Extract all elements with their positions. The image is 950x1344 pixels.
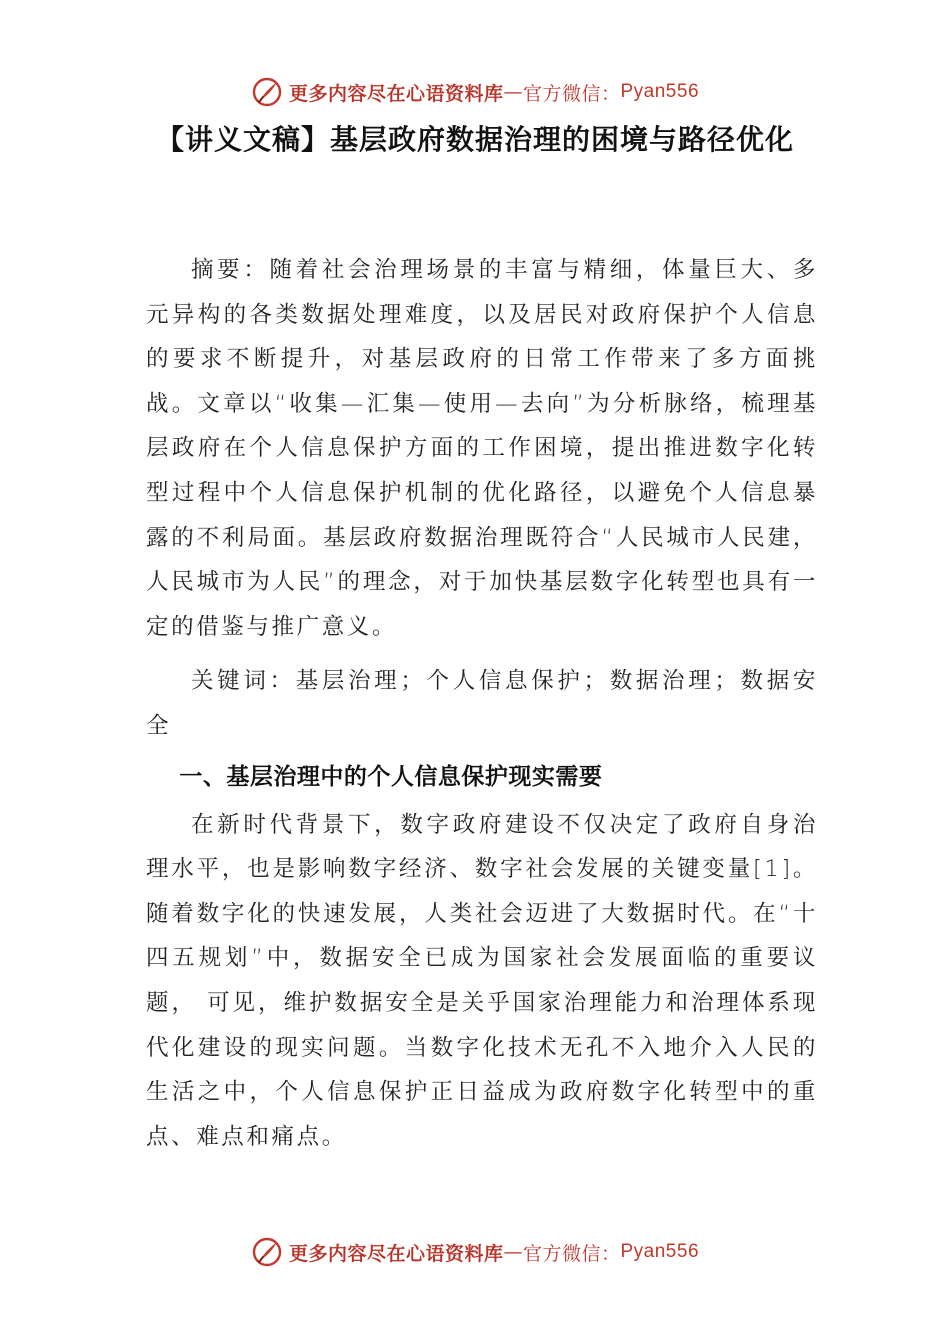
banner-separator: — [503, 81, 523, 103]
document-title: 【讲义文稿】基层政府数据治理的困境与路径优化 [155, 123, 794, 156]
quill-logo-icon [251, 1236, 283, 1268]
footer-banner [0, 1232, 950, 1272]
section-heading: 一、基层治理中的个人信息保护现实需要 [179, 763, 603, 790]
banner-account: Pyan556 [620, 81, 700, 102]
keywords-paragraph: 关键词：基层治理；个人信息保护；数据治理；数据安全 [146, 668, 818, 739]
banner-site-name: 更多内容尽在心语资料库 [288, 82, 504, 105]
section-paragraph: 在新时代背景下，数字政府建设不仅决定了政府自身治理水平，也是影响数字经济、数字社会发展的关键变量[1]。随着数字化的快速发展，人类社会迈进了大数据时代。在“十四五规划”中，数据安全已成为国家社会发展面临的重要议题， 可见，维护数据安全是关乎国家治理能力和治理体系现代化建设的现实问题。当数字化技术无孔不入地介入人民的生活之中，个人信息保护正日益成为政府数字化转型中的重点、难点和痛点。 [146, 811, 818, 1150]
banner-wechat-label: 官方微信： [522, 82, 621, 105]
document-body [146, 248, 818, 1159]
banner-separator: — [503, 1241, 523, 1263]
banner-account: Pyan556 [620, 1241, 700, 1262]
banner-site-name: 更多内容尽在心语资料库 [288, 1242, 504, 1265]
abstract-paragraph: 摘要：随着社会治理场景的丰富与精细，体量巨大、多元异构的各类数据处理难度，以及居民对政府保护个人信息的要求不断提升，对基层政府的日常工作带来了多方面挑战。文章以“收集—汇集—使用—去向”为分析脉络，梳理基层政府在个人信息保护方面的工作困境，提出推进数字化转型过程中个人信息保护机制的优化路径，以避免个人信息暴露的不利局面。基层政府数据治理既符合“人民城市人民建，人民城市为人民”的理念，对于加快基层数字化转型也具有一定的借鉴与推广意义。 [146, 257, 818, 640]
quill-logo-icon [251, 76, 283, 108]
header-banner [0, 72, 950, 112]
banner-wechat-label: 官方微信： [522, 1242, 621, 1265]
